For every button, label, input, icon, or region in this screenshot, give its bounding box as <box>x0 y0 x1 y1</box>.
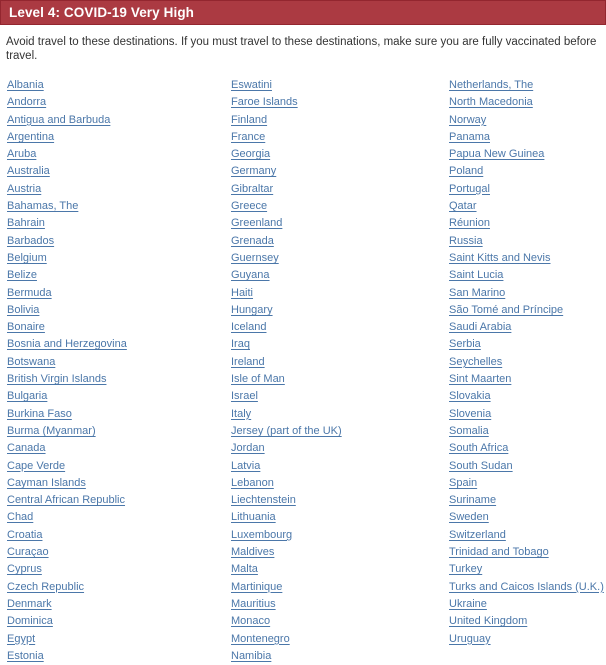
list-item <box>231 110 449 127</box>
destination-link[interactable]: Czech Republic <box>7 580 85 593</box>
list-item <box>449 300 606 317</box>
destination-link[interactable]: Turks and Caicos Islands (U.K.) <box>449 580 604 593</box>
destination-link[interactable]: Réunion <box>449 217 490 230</box>
destination-link[interactable]: Canada <box>7 442 46 455</box>
list-item <box>449 110 606 127</box>
destination-link[interactable]: Central African Republic <box>7 494 126 507</box>
destination-link[interactable]: Greenland <box>231 217 283 230</box>
list-item <box>231 473 449 490</box>
list-item <box>231 352 449 369</box>
list-item <box>231 456 449 473</box>
destination-link[interactable]: Slovenia <box>449 407 492 420</box>
list-item <box>231 92 449 109</box>
destination-link[interactable]: Liechtenstein <box>231 494 296 507</box>
destination-link[interactable]: Malta <box>231 563 258 576</box>
destination-link[interactable]: Spain <box>449 476 478 489</box>
level4-header-bar <box>0 0 606 25</box>
destination-link[interactable]: Egypt <box>7 632 36 645</box>
list-item <box>449 577 606 594</box>
list-item <box>231 231 449 248</box>
destination-link[interactable]: Slovakia <box>449 390 491 403</box>
destination-link[interactable]: Israel <box>231 390 258 403</box>
list-item <box>449 594 606 611</box>
list-item <box>449 386 606 403</box>
list-item <box>231 421 449 438</box>
destination-link[interactable]: São Tomé and Príncipe <box>449 303 564 316</box>
destination-link[interactable]: Curaçao <box>7 546 49 559</box>
destination-link[interactable]: Burkina Faso <box>7 407 72 420</box>
destinations-column-2 <box>231 75 449 663</box>
list-item <box>7 248 231 265</box>
list-item <box>449 507 606 524</box>
list-item <box>231 317 449 334</box>
list-item <box>449 404 606 421</box>
list-item <box>449 352 606 369</box>
destination-link[interactable]: South Africa <box>449 442 509 455</box>
list-item <box>7 75 231 92</box>
destination-link[interactable]: Trinidad and Tobago <box>449 546 549 559</box>
destination-link[interactable]: Belize <box>7 269 37 282</box>
destinations-column-1 <box>7 75 231 663</box>
list-item <box>7 300 231 317</box>
destination-link[interactable]: Papua New Guinea <box>449 148 545 161</box>
list-item <box>7 629 231 646</box>
destination-link[interactable]: Albania <box>7 79 44 91</box>
destination-link[interactable]: Bulgaria <box>7 390 48 403</box>
list-item <box>231 577 449 594</box>
list-item <box>7 559 231 576</box>
destination-link[interactable]: Sweden <box>449 511 489 524</box>
destination-link[interactable]: Uruguay <box>449 632 491 645</box>
list-item <box>7 507 231 524</box>
destination-link[interactable]: Botswana <box>7 355 56 368</box>
list-item <box>449 559 606 576</box>
list-item <box>231 161 449 178</box>
destination-link[interactable]: Sint Maarten <box>449 373 512 386</box>
destination-link[interactable]: British Virgin Islands <box>7 373 107 386</box>
list-item <box>7 213 231 230</box>
destination-link[interactable]: Barbados <box>7 234 55 247</box>
list-item <box>449 542 606 559</box>
list-item <box>449 196 606 213</box>
list-item <box>7 421 231 438</box>
destination-link[interactable]: Bermuda <box>7 286 52 299</box>
destination-link[interactable]: Netherlands, The <box>449 79 534 91</box>
destination-link[interactable]: United Kingdom <box>449 615 528 628</box>
list-item <box>7 577 231 594</box>
destination-link[interactable]: Ukraine <box>449 597 487 610</box>
list-item <box>449 438 606 455</box>
list-item <box>7 317 231 334</box>
destination-link[interactable]: Bahrain <box>7 217 45 230</box>
list-item <box>449 127 606 144</box>
destination-link[interactable]: Seychelles <box>449 355 503 368</box>
list-item <box>449 421 606 438</box>
list-item <box>449 231 606 248</box>
destination-link[interactable]: Antigua and Barbuda <box>7 113 111 126</box>
destination-link[interactable]: Chad <box>7 511 34 524</box>
destination-link[interactable]: Monaco <box>231 615 271 628</box>
destinations-column-3 <box>449 75 606 663</box>
destination-link[interactable]: Guernsey <box>231 251 279 264</box>
destination-link[interactable]: Andorra <box>7 96 47 109</box>
destination-link[interactable]: Bolivia <box>7 303 40 316</box>
destination-link[interactable]: Faroe Islands <box>231 96 298 109</box>
list-item <box>231 559 449 576</box>
list-item <box>7 473 231 490</box>
destination-link[interactable]: Bahamas, The <box>7 200 79 213</box>
list-item <box>7 161 231 178</box>
list-item <box>449 75 606 92</box>
list-item <box>449 490 606 507</box>
destination-link[interactable]: Mauritius <box>231 597 276 610</box>
destination-link[interactable]: Montenegro <box>231 632 290 645</box>
list-item <box>7 283 231 300</box>
destination-link[interactable]: Eswatini <box>231 79 272 91</box>
destination-link[interactable]: Iceland <box>231 321 267 334</box>
destination-link[interactable]: Australia <box>7 165 50 178</box>
list-item <box>7 110 231 127</box>
list-item <box>449 179 606 196</box>
destination-link[interactable]: Bosnia and Herzegovina <box>7 338 127 351</box>
list-item <box>231 127 449 144</box>
destination-link[interactable]: Lebanon <box>231 476 274 489</box>
destination-link[interactable]: Lithuania <box>231 511 276 524</box>
list-item <box>449 525 606 542</box>
destination-link[interactable]: Italy <box>231 407 252 420</box>
destination-link[interactable]: Saint Kitts and Nevis <box>449 251 551 264</box>
list-item <box>7 611 231 628</box>
destination-link[interactable]: Croatia <box>7 528 43 541</box>
destination-link[interactable]: Panama <box>449 130 490 143</box>
list-item <box>231 594 449 611</box>
destination-link[interactable]: Qatar <box>449 200 477 213</box>
list-item <box>231 542 449 559</box>
destination-link[interactable]: Germany <box>231 165 277 178</box>
destinations-list <box>0 75 606 663</box>
list-item <box>449 456 606 473</box>
destination-link[interactable]: Grenada <box>231 234 274 247</box>
destination-link[interactable]: Burma (Myanmar) <box>7 424 96 437</box>
list-item <box>7 646 231 663</box>
destination-link[interactable]: Gibraltar <box>231 182 274 195</box>
destination-link[interactable]: Norway <box>449 113 487 126</box>
destination-link[interactable]: Serbia <box>449 338 481 351</box>
list-item <box>449 473 606 490</box>
list-item <box>231 213 449 230</box>
list-item <box>7 352 231 369</box>
destination-link[interactable]: Austria <box>7 182 42 195</box>
list-item <box>231 386 449 403</box>
list-item <box>449 213 606 230</box>
list-item <box>449 629 606 646</box>
destination-link[interactable]: Greece <box>231 200 268 213</box>
destination-link[interactable]: Isle of Man <box>231 373 285 386</box>
list-item <box>7 386 231 403</box>
list-item <box>7 334 231 351</box>
list-item <box>7 144 231 161</box>
list-item <box>231 629 449 646</box>
list-item <box>231 490 449 507</box>
list-item <box>7 369 231 386</box>
list-item <box>231 248 449 265</box>
list-item <box>231 438 449 455</box>
destination-link[interactable]: Belgium <box>7 251 47 264</box>
destination-link[interactable]: Luxembourg <box>231 528 293 541</box>
list-item <box>231 265 449 282</box>
list-item <box>7 490 231 507</box>
list-item <box>7 265 231 282</box>
list-item <box>449 317 606 334</box>
destination-link[interactable]: Russia <box>449 234 483 247</box>
list-item <box>449 144 606 161</box>
destination-link[interactable]: Cyprus <box>7 563 42 576</box>
list-item <box>7 404 231 421</box>
list-item <box>7 594 231 611</box>
list-item <box>7 127 231 144</box>
destination-link[interactable]: Saudi Arabia <box>449 321 512 334</box>
destination-link[interactable]: Cayman Islands <box>7 476 86 489</box>
list-item <box>7 438 231 455</box>
list-item <box>7 525 231 542</box>
list-item <box>231 507 449 524</box>
list-item <box>7 179 231 196</box>
list-item <box>231 646 449 663</box>
destination-link[interactable]: Turkey <box>449 563 483 576</box>
list-item <box>231 75 449 92</box>
destination-link[interactable]: Ireland <box>231 355 265 368</box>
destination-link[interactable]: Poland <box>449 165 484 178</box>
destination-link[interactable]: Guyana <box>231 269 270 282</box>
destination-link[interactable]: Hungary <box>231 303 273 316</box>
list-item <box>231 179 449 196</box>
destination-link[interactable]: Martinique <box>231 580 283 593</box>
list-item <box>231 283 449 300</box>
list-item <box>449 161 606 178</box>
list-item <box>231 369 449 386</box>
destination-link[interactable]: Portugal <box>449 182 490 195</box>
destination-link[interactable]: Argentina <box>7 130 55 143</box>
advisory-description: Avoid travel to these destinations. If you must travel to these destinations, make sure you are fully vaccinated before travel. <box>6 36 597 62</box>
destination-link[interactable]: Estonia <box>7 649 44 662</box>
destination-link[interactable]: San Marino <box>449 286 506 299</box>
list-item <box>7 456 231 473</box>
destination-link[interactable]: Finland <box>231 113 268 126</box>
list-item <box>449 92 606 109</box>
destination-link[interactable]: Somalia <box>449 424 489 437</box>
list-item <box>449 265 606 282</box>
destination-link[interactable]: Bonaire <box>7 321 45 334</box>
destination-link[interactable]: Jordan <box>231 442 265 455</box>
destination-link[interactable]: Jersey (part of the UK) <box>231 424 342 437</box>
destination-link[interactable]: Haiti <box>231 286 254 299</box>
destination-link[interactable]: South Sudan <box>449 459 513 472</box>
destination-link[interactable]: Cape Verde <box>7 459 66 472</box>
list-item <box>7 542 231 559</box>
destination-link[interactable]: Latvia <box>231 459 261 472</box>
list-item <box>7 92 231 109</box>
destination-link[interactable]: Denmark <box>7 597 52 610</box>
list-item <box>231 144 449 161</box>
destination-link[interactable]: Aruba <box>7 148 37 161</box>
list-item <box>449 283 606 300</box>
list-item <box>449 248 606 265</box>
list-item <box>449 611 606 628</box>
destination-link[interactable]: Namibia <box>231 649 272 662</box>
list-item <box>231 404 449 421</box>
destination-link[interactable]: Iraq <box>231 338 250 351</box>
destination-link[interactable]: North Macedonia <box>449 96 533 109</box>
level4-header-title: Level 4: COVID-19 Very High <box>9 5 195 20</box>
list-item <box>449 369 606 386</box>
destination-link[interactable]: Georgia <box>231 148 271 161</box>
list-item <box>231 525 449 542</box>
list-item <box>7 196 231 213</box>
destination-link[interactable]: Maldives <box>231 546 275 559</box>
destination-link[interactable]: Switzerland <box>449 528 506 541</box>
list-item <box>231 334 449 351</box>
list-item <box>7 231 231 248</box>
destination-link[interactable]: Saint Lucia <box>449 269 504 282</box>
destination-link[interactable]: France <box>231 130 266 143</box>
destination-link[interactable]: Suriname <box>449 494 497 507</box>
destination-link[interactable]: Dominica <box>7 615 53 628</box>
list-item <box>231 196 449 213</box>
list-item <box>231 611 449 628</box>
list-item <box>449 334 606 351</box>
list-item <box>231 300 449 317</box>
